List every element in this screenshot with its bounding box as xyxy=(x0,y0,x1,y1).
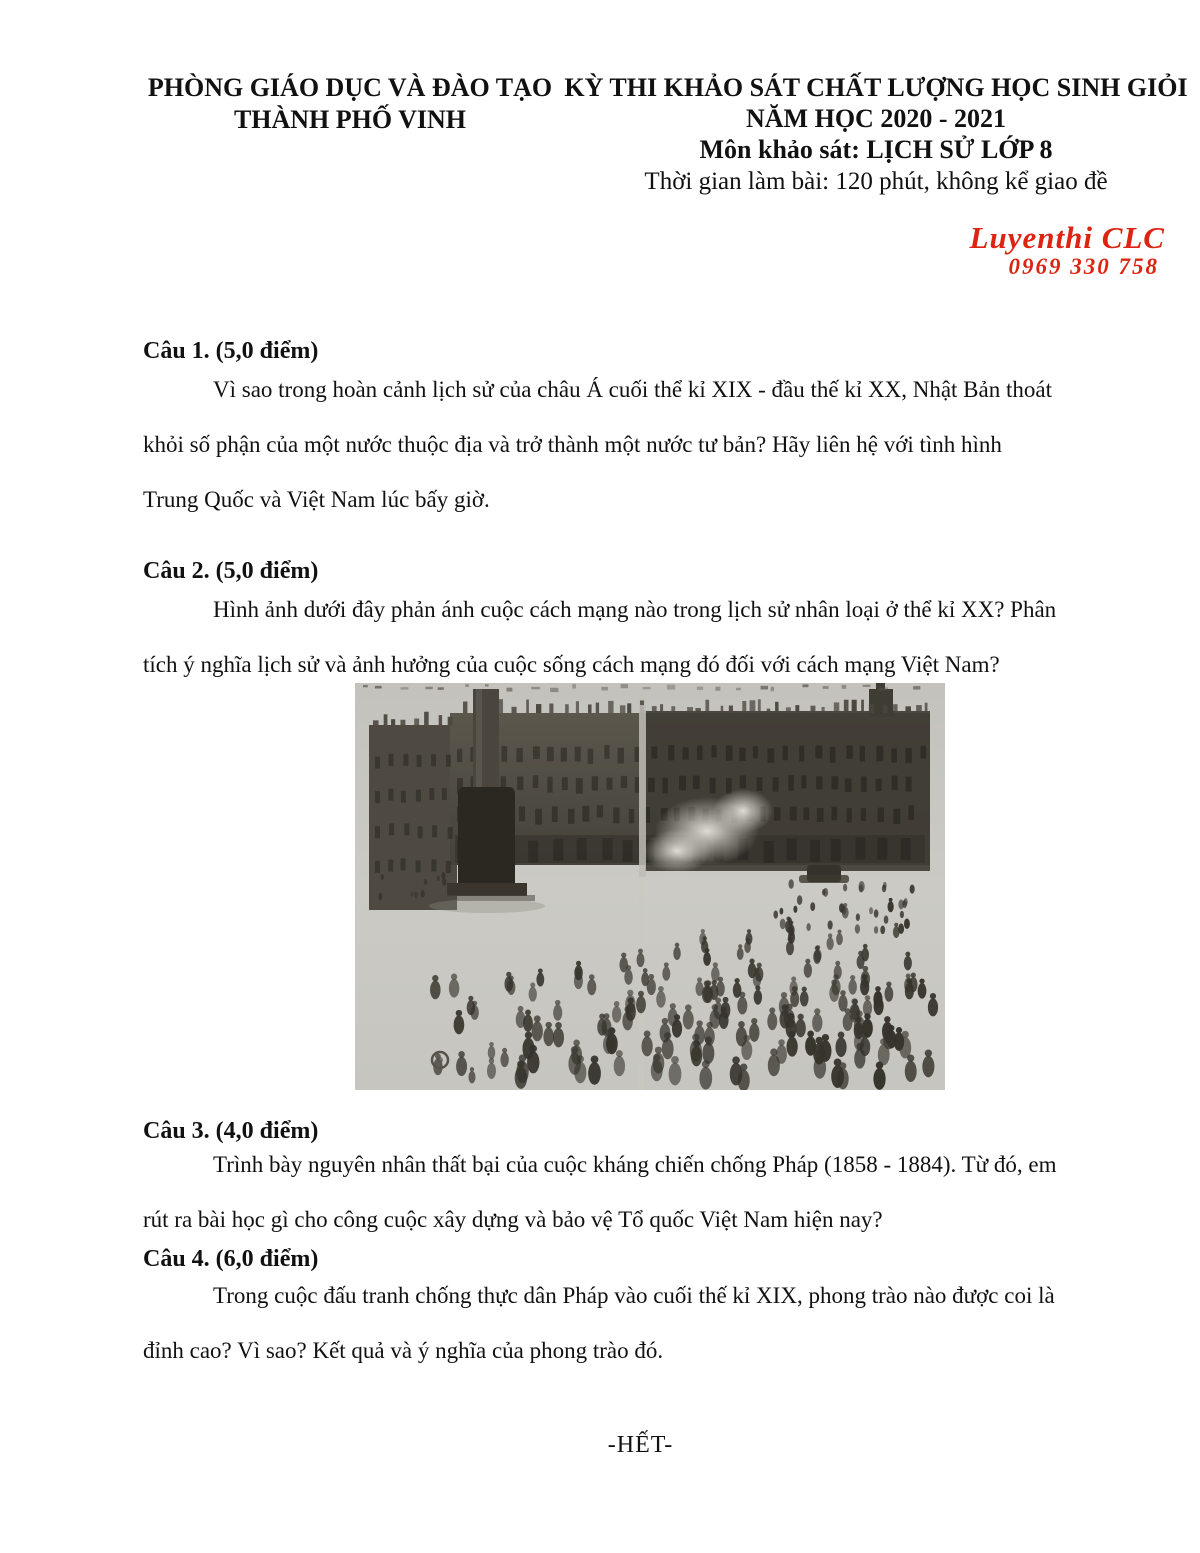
question-4-heading: Câu 4. (6,0 điểm) xyxy=(143,1246,319,1272)
department-name: PHÒNG GIÁO DỤC VÀ ĐÀO TẠO xyxy=(147,73,553,102)
question-2-line-1: Hình ảnh dưới đây phản ánh cuộc cách mạng nào trong lịch sử nhân loại ở thể kỉ XX? Phân xyxy=(213,597,1057,622)
question-1-line-3: Trung Quốc và Việt Nam lúc bấy giờ. xyxy=(143,487,490,512)
question-3-line-1: Trình bày nguyên nhân thất bại của cuộc kháng chiến chống Pháp (1858 - 1884). Từ đó, em xyxy=(213,1152,1057,1177)
question-4-line-1: Trong cuộc đấu tranh chống thực dân Pháp vào cuối thế kỉ XIX, phong trào nào được coi là xyxy=(213,1283,1055,1308)
watermark-phone-number: 0969 330 758 xyxy=(1008,253,1159,279)
question-2-photo-graphic xyxy=(355,683,945,1090)
header-left-block xyxy=(140,72,560,136)
question-4-line-2: đỉnh cao? Vì sao? Kết quả và ý nghĩa của phong trào đó. xyxy=(143,1338,664,1363)
subject-line: Môn khảo sát: LỊCH SỬ LỚP 8 xyxy=(699,135,1053,164)
question-3-line-2: rút ra bài học gì cho công cuộc xây dựng và bảo vệ Tổ quốc Việt Nam hiện nay? xyxy=(143,1207,883,1232)
question-1-line-2: khỏi số phận của một nước thuộc địa và trở thành một nước tư bản? Hãy liên hệ với tình hình xyxy=(143,432,1002,457)
city-name: THÀNH PHỐ VINH xyxy=(233,105,467,134)
question-1-heading: Câu 1. (5,0 điểm) xyxy=(143,338,319,364)
exam-title: KỲ THI KHẢO SÁT CHẤT LƯỢNG HỌC SINH GIỎI xyxy=(564,73,1188,102)
header-right-block xyxy=(560,72,1192,197)
question-3-heading: Câu 3. (4,0 điểm) xyxy=(143,1118,319,1144)
question-2-heading: Câu 2. (5,0 điểm) xyxy=(143,558,319,584)
question-1-line-1: Vì sao trong hoàn cảnh lịch sử của châu Á cuối thể kỉ XIX - đầu thế kỉ XX, Nhật Bản thoát xyxy=(213,377,1052,402)
school-year: NĂM HỌC 2020 - 2021 xyxy=(746,104,1006,133)
question-2-photo xyxy=(355,683,945,1090)
watermark-brand-text: Luyenthi CLC xyxy=(969,220,1165,255)
question-2-line-2: tích ý nghĩa lịch sử và ảnh hưởng của cuộc sống cách mạng đó đối với cách mạng Việt Nam? xyxy=(143,652,1000,677)
luyenthi-clc-watermark xyxy=(920,222,1165,279)
end-mark: -HẾT- xyxy=(607,1432,674,1458)
duration-line: Thời gian làm bài: 120 phút, không kể giao đề xyxy=(644,168,1108,195)
